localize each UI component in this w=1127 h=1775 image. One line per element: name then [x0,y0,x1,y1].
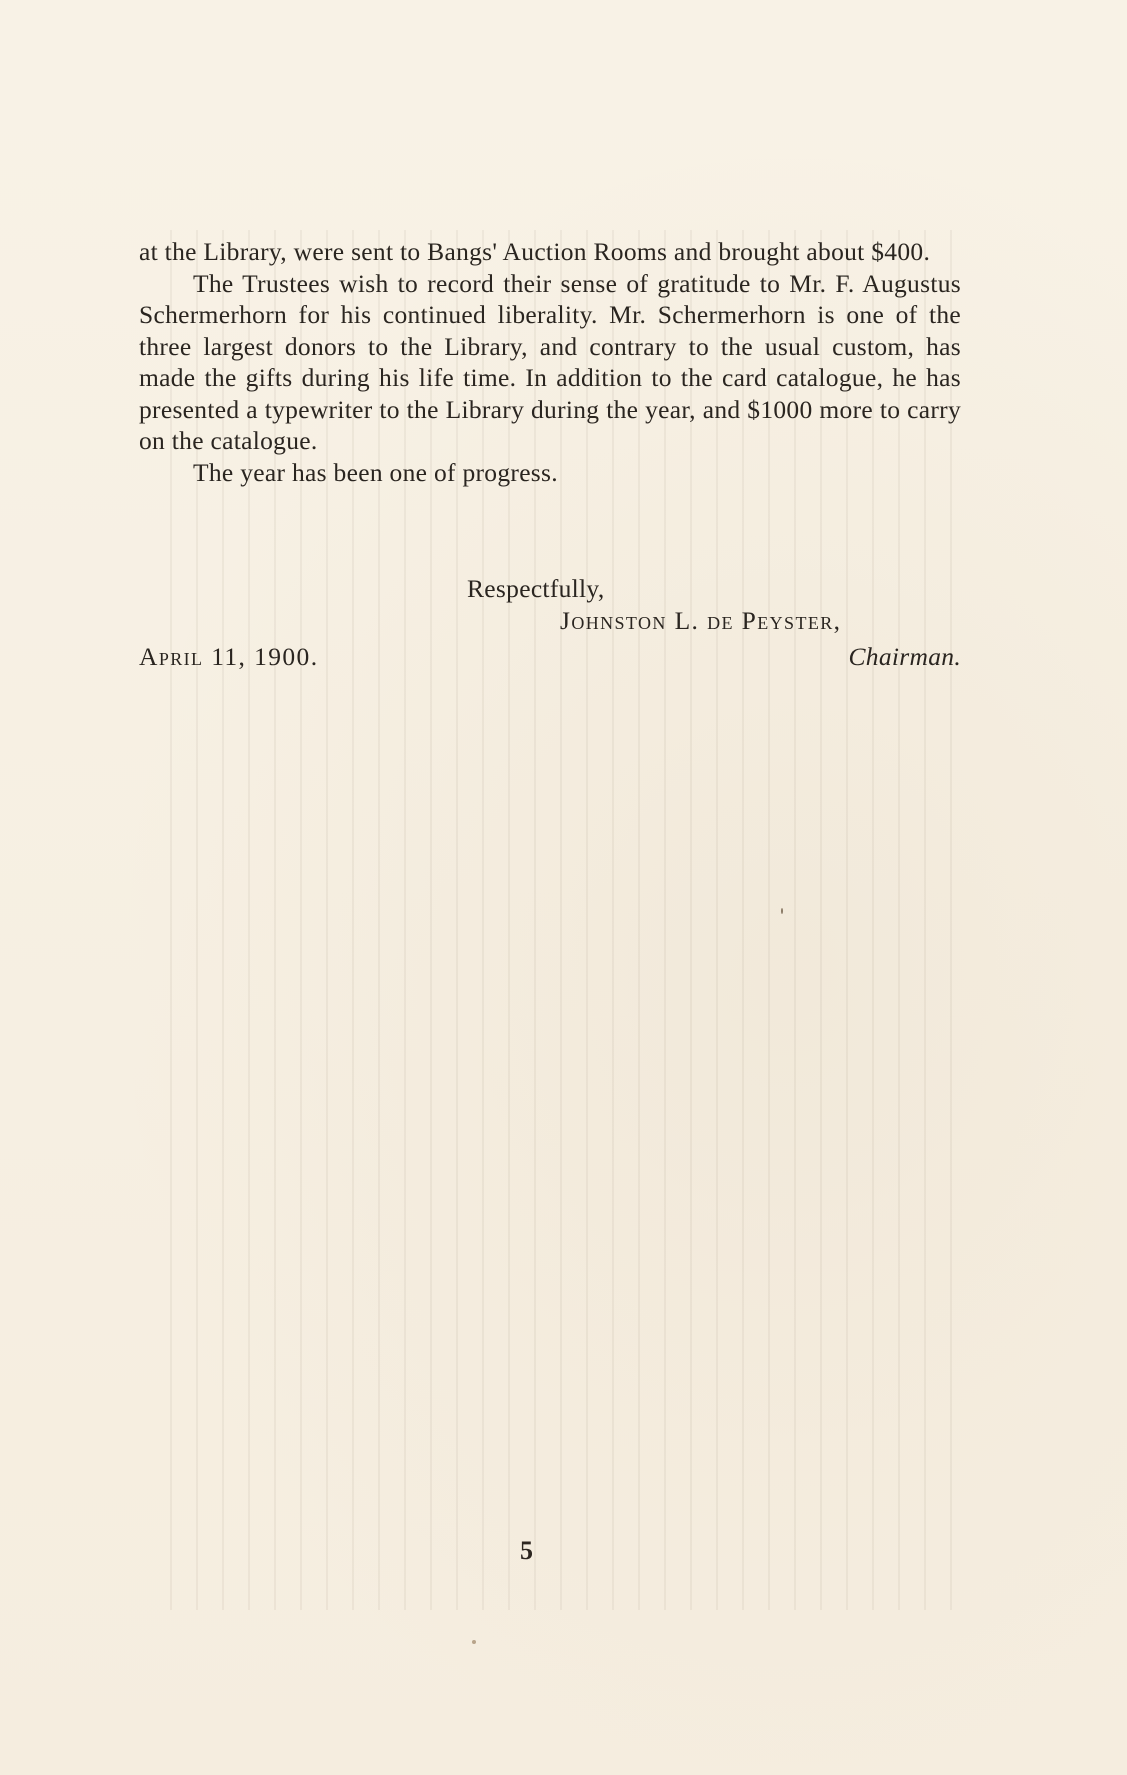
closing-salutation: Respectfully, [467,574,605,603]
page-number: 5 [520,1536,533,1565]
document-date: April 11, 1900. [139,642,319,671]
signatory-name: Johnston L. de Peyster, [560,606,842,635]
paragraph-progress: The year has been one of progress. [193,457,558,487]
paper-speck [781,908,783,914]
paragraph-continuation: at the Library, were sent to Bangs' Auction Rooms and brought about $400. [139,237,931,266]
paragraph-gratitude: The Trustees wish to record their sense of gratitude to Mr. F. Augustus Schermerhorn for his continued liberality. Mr. Schermerhorn is one of the three largest donors to the Library, and contrary to the usual custom, has made the gifts during his life time. In addition to the card catalogue, he has presented a typewriter to the Library during the year, and $1000 more to carry on the catalogue. [139,268,961,455]
paper-speck [472,1640,476,1644]
body-text [139,236,961,488]
signatory-title: Chairman. [848,642,961,671]
